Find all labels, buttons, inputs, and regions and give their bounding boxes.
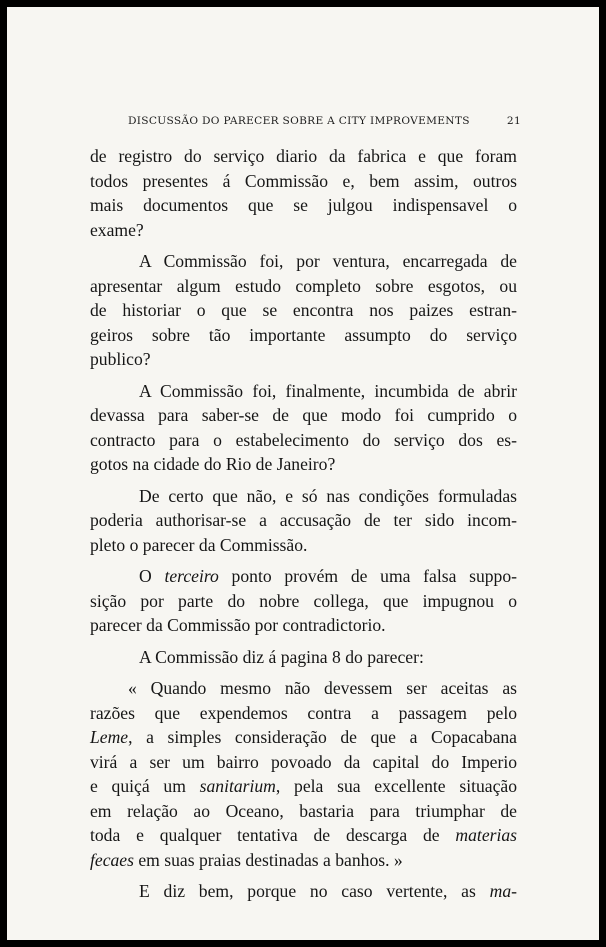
- text-line: razões que expendemos contra a passagem pelo: [90, 702, 517, 723]
- text-line: de registro do serviço diario da fabrica e que foram: [90, 146, 517, 166]
- text-span: O: [139, 566, 165, 586]
- text-line: gotos na cidade do Rio de Janeiro?: [90, 454, 336, 474]
- text-span: E diz bem, porque no caso vertente, as: [139, 881, 490, 901]
- book-page: [7, 7, 599, 940]
- text-line: de historiar o que se encontra nos paizes estran-: [90, 300, 517, 320]
- text-span: em suas praias destinadas a banhos. »: [133, 849, 403, 870]
- text-line: « Quando mesmo não devessem ser aceitas as: [128, 678, 517, 698]
- text-span: , pela sua excellente situação: [275, 776, 517, 796]
- text-line: em relação ao Oceano, bastaria para triumphar de: [90, 800, 517, 821]
- text-line: devassa para saber-se de que modo foi cumprido o: [90, 405, 517, 425]
- text-line: A Commissão foi, finalmente, incumbida de abrir: [139, 380, 517, 401]
- text-line: [90, 823, 517, 848]
- text-line: A Commissão foi, por ventura, encarregada de: [139, 251, 517, 271]
- text-line: geiros sobre tão importante assumpto do serviço: [90, 324, 517, 345]
- text-line: [90, 848, 517, 873]
- italic-term: sanitarium: [199, 776, 276, 796]
- text-line: exame?: [90, 219, 144, 240]
- text-line: pleto o parecer da Commissão.: [90, 534, 308, 555]
- block-quote: [90, 676, 517, 872]
- italic-term: fecaes: [90, 849, 134, 870]
- italic-term: materias: [455, 825, 517, 845]
- page-body: [90, 144, 517, 904]
- running-head-title: DISCUSSÃO DO PARECER SOBRE A CITY IMPROVEMENTS: [128, 115, 470, 127]
- paragraph-3: [90, 379, 517, 477]
- text-line: [90, 879, 517, 904]
- italic-term: ma-: [489, 881, 517, 901]
- text-span: toda e qualquer tentativa de descarga de: [90, 825, 456, 845]
- text-line: publico?: [90, 349, 151, 369]
- text-line: A Commissão diz á pagina 8 do parecer:: [139, 646, 424, 667]
- paragraph-7: [90, 879, 517, 904]
- text-line: sição por parte do nobre collega, que impugnou o: [90, 590, 517, 611]
- paragraph-2: [90, 249, 517, 372]
- text-span: e quiçá um: [90, 776, 200, 796]
- text-line: De certo que não, e só nas condições formuladas: [139, 485, 517, 506]
- text-line: [90, 564, 517, 589]
- text-line: [90, 774, 517, 799]
- italic-term: terceiro: [164, 566, 219, 586]
- text-line: [90, 725, 517, 750]
- text-line: apresentar algum estudo completo sobre esgotos, ou: [90, 275, 517, 296]
- paragraph-5: [90, 564, 517, 638]
- text-line: mais documentos que se julgou indispensavel o: [90, 195, 517, 215]
- text-line: poderia authorisar-se a accusação de ter sido incom-: [90, 510, 517, 530]
- text-line: contracto para o estabelecimento do serviço dos es-: [90, 429, 517, 450]
- text-line: todos presentes á Commissão e, bem assim, outros: [90, 170, 517, 191]
- page-number: 21: [506, 115, 521, 127]
- paragraph-4: [90, 484, 517, 558]
- text-span: ponto provém de uma falsa suppo-: [218, 566, 517, 586]
- italic-term: Leme: [90, 727, 129, 747]
- paragraph-6: [90, 645, 517, 670]
- text-span: , a simples consideração de que a Copacabana: [128, 727, 517, 747]
- paragraph-1: [90, 144, 517, 242]
- text-line: parecer da Commissão por contradictorio.: [90, 615, 386, 635]
- text-line: virá a ser um bairro povoado da capital do Imperio: [90, 751, 517, 772]
